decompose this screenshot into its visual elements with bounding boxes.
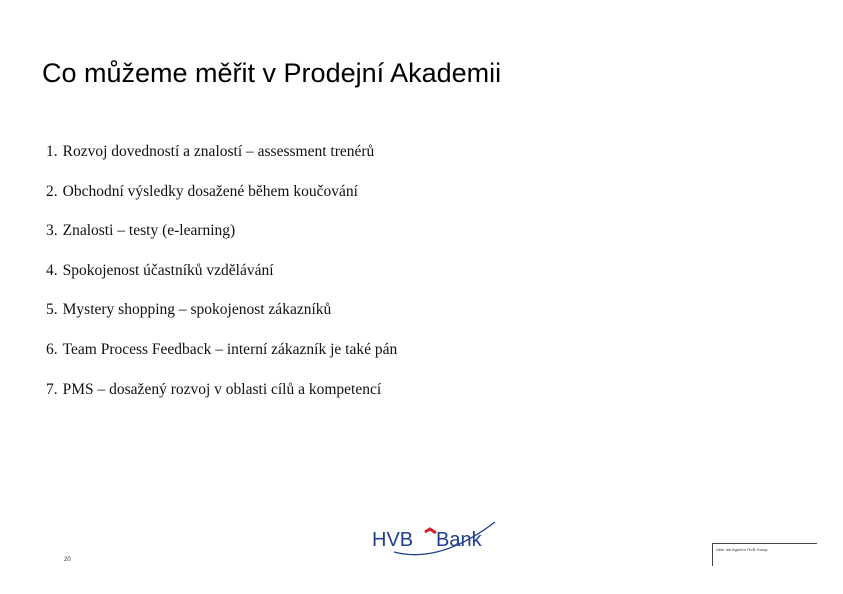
item-number: 3. <box>46 222 58 240</box>
item-number: 5. <box>46 301 58 319</box>
list-item <box>46 217 397 257</box>
item-text: Team Process Feedback – interní zákazník je také pán <box>62 340 398 358</box>
item-number: 2. <box>46 182 58 200</box>
item-text: Mystery shopping – spokojenost zákazníků <box>62 301 332 319</box>
item-number: 1. <box>46 143 58 160</box>
item-text: Spokojenost účastníků vzdělávání <box>62 261 274 279</box>
list-item <box>46 376 397 416</box>
hvb-bank-logo <box>370 520 500 560</box>
logo-text-bank: Bank <box>436 529 482 551</box>
list-item <box>46 296 397 336</box>
item-text: Znalosti – testy (e-learning) <box>62 222 236 240</box>
logo-text-hvb: HVB <box>372 529 414 551</box>
item-text: PMS – dosažený rozvoj v oblasti cílů a kompetencí <box>62 380 382 398</box>
item-number: 4. <box>46 261 58 279</box>
list-item <box>46 336 397 376</box>
logo-accent-mark <box>425 529 436 533</box>
slide-title: Co můžeme měřit v Prodejní Akademii <box>42 58 502 88</box>
measurement-list <box>46 138 397 415</box>
page-number: 20 <box>64 557 71 563</box>
footer-note: Über die Agentur HVB Group <box>716 547 768 552</box>
item-number: 7. <box>46 380 58 398</box>
item-text: Obchodní výsledky dosažené během koučování <box>62 182 358 200</box>
list-item <box>46 178 397 218</box>
list-item <box>46 257 397 297</box>
list-item <box>46 138 397 178</box>
footer-box <box>712 543 817 566</box>
item-number: 6. <box>46 340 58 358</box>
item-text: Rozvoj dovedností a znalostí – assessment trenérů <box>62 143 375 160</box>
